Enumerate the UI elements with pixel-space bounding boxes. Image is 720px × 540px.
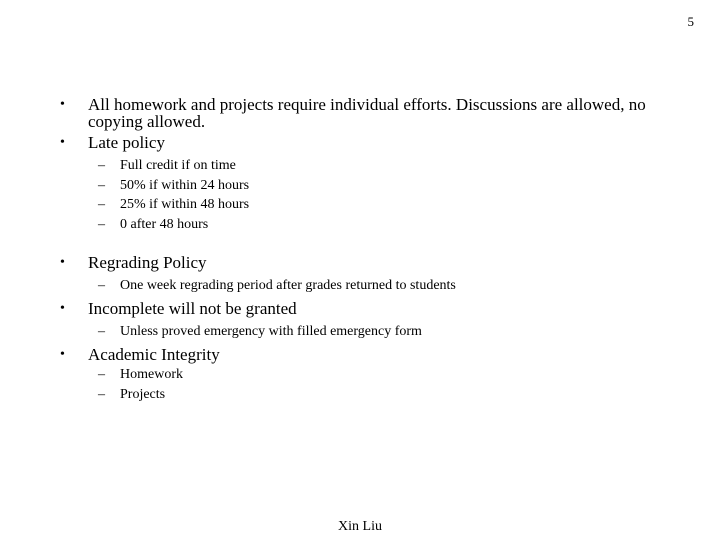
bullet-text: Late policy xyxy=(88,133,165,152)
bullet-homework-policy xyxy=(56,96,676,130)
late-policy-item xyxy=(56,195,676,215)
subitem-text: Homework xyxy=(120,367,183,382)
dash-icon: – xyxy=(98,216,105,232)
bullet-text: Academic Integrity xyxy=(88,345,220,364)
subitem-text: 0 after 48 hours xyxy=(120,216,209,232)
subitem-text: Projects xyxy=(120,386,166,402)
bullet-icon: • xyxy=(60,135,65,150)
slide-footer: Xin Liu xyxy=(338,519,382,534)
bullet-text: Incomplete will not be granted xyxy=(88,298,297,318)
bullet-academic-integrity xyxy=(56,346,676,363)
bullet-text: All homework and projects require individual efforts. Discussions are allowed, no copying allowed. xyxy=(88,95,646,131)
dash-icon: – xyxy=(98,197,105,212)
bullet-icon: • xyxy=(60,300,65,316)
subitem-text: One week regrading period after grades returned to students xyxy=(120,278,456,293)
subitem-text: 50% if within 24 hours xyxy=(120,177,250,193)
bullet-incomplete xyxy=(56,300,676,317)
bullet-text: Regrading Policy xyxy=(88,253,207,272)
subitem-text: Unless proved emergency with filled emergency form xyxy=(120,323,422,339)
bullet-icon: • xyxy=(60,255,65,270)
bullet-icon: • xyxy=(60,347,65,362)
bullet-icon: • xyxy=(60,97,65,112)
regrading-item xyxy=(56,276,676,296)
dash-icon: – xyxy=(98,386,105,402)
integrity-item xyxy=(56,385,676,405)
late-policy-item xyxy=(56,215,676,235)
dash-icon: – xyxy=(98,367,105,382)
late-policy-item xyxy=(56,176,676,196)
dash-icon: – xyxy=(98,323,105,339)
subitem-text: 25% if within 48 hours xyxy=(120,197,250,212)
dash-icon: – xyxy=(98,158,105,173)
dash-icon: – xyxy=(98,278,105,293)
slide-number: 5 xyxy=(687,14,694,29)
integrity-item xyxy=(56,365,676,385)
subitem-text: Full credit if on time xyxy=(120,158,236,173)
slide-content xyxy=(56,96,676,404)
incomplete-item xyxy=(56,322,676,342)
late-policy-item xyxy=(56,156,676,176)
dash-icon: – xyxy=(98,177,105,193)
bullet-late-policy xyxy=(56,134,676,151)
bullet-regrading-policy xyxy=(56,254,676,271)
